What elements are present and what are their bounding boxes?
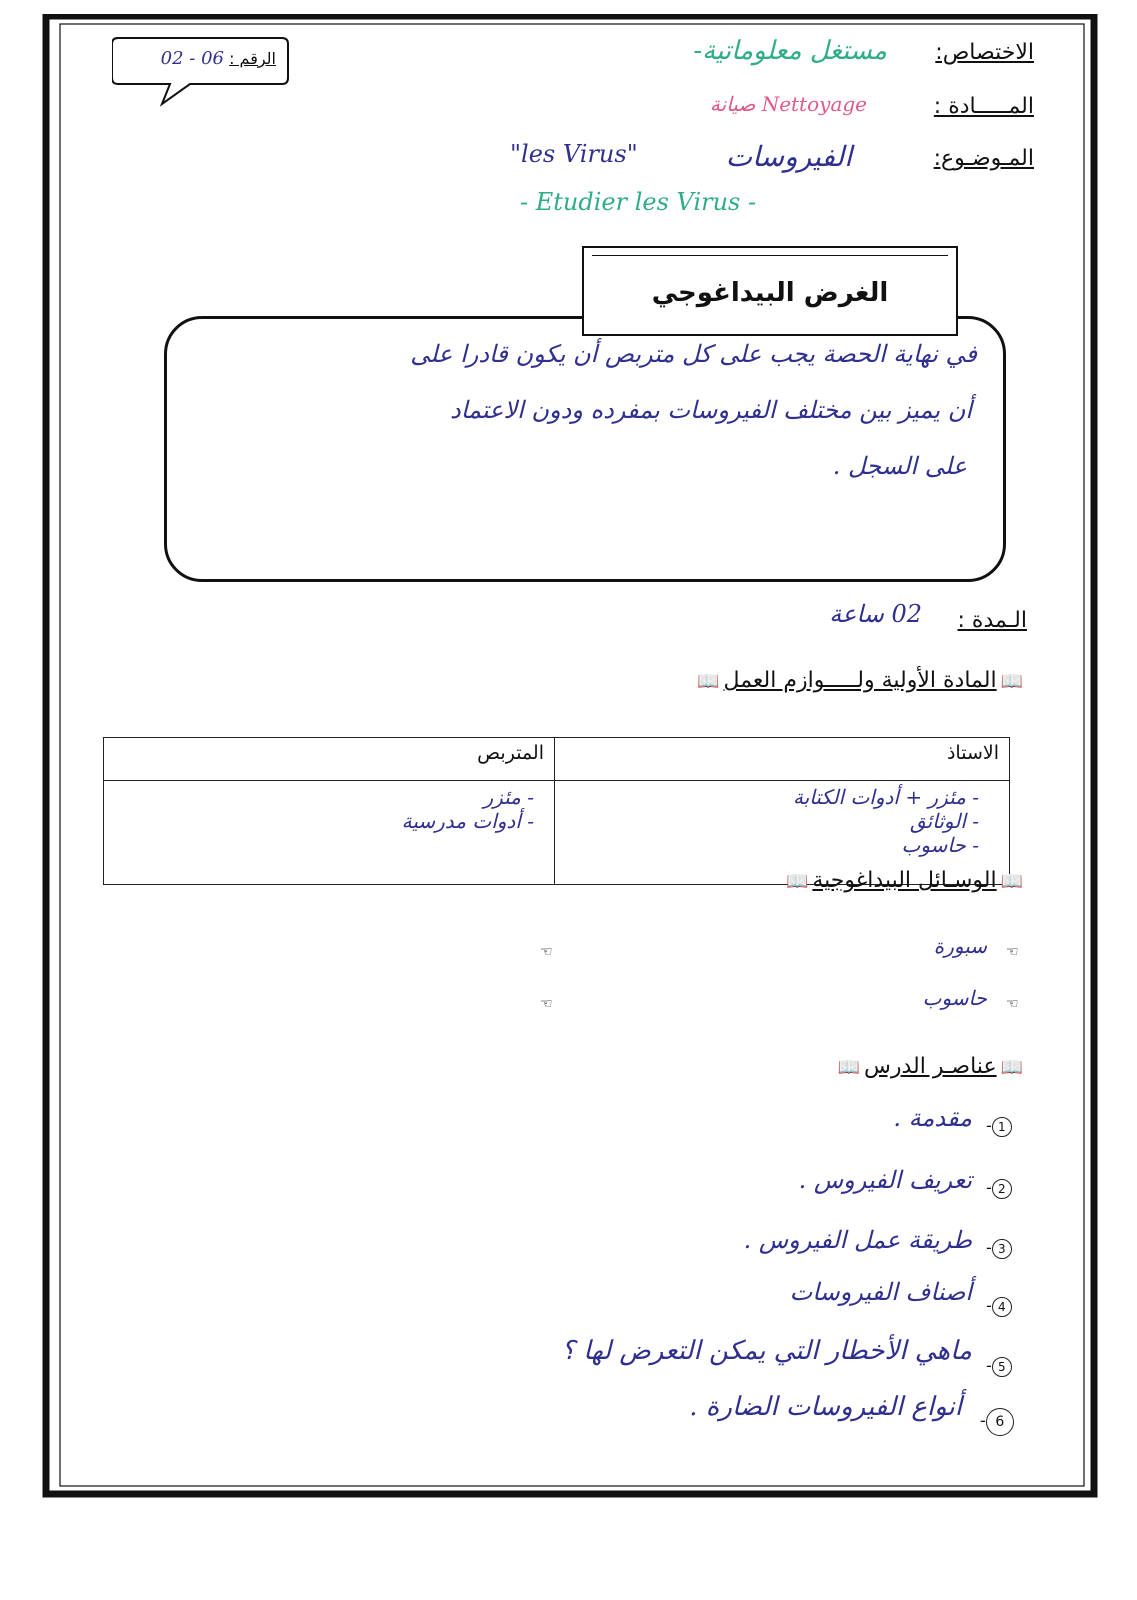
list-item: تعريف الفيروس . — [798, 1166, 972, 1194]
list-item: - مئزر — [483, 785, 534, 809]
topic-value-ar: الفيروسات — [725, 140, 852, 173]
aids-heading: 📖الوسـائل البيداغوجية📖 — [785, 868, 1023, 893]
topic-value-fr: "les Virus" — [510, 140, 638, 168]
number-field — [126, 48, 276, 69]
book-icon: 📖 — [837, 1057, 860, 1078]
element-number: - 3 — [986, 1238, 1012, 1259]
book-icon: 📖 — [785, 871, 809, 892]
list-item: ماهي الأخطار التي يمكن التعرض لها ؟ — [561, 1336, 972, 1366]
pointing-hand-icon: ☜ — [540, 944, 553, 960]
specialty-label: الاختصاص: — [935, 40, 1034, 65]
col-teacher-header: الاستاذ — [555, 738, 1010, 781]
number-label: الرقم : — [229, 49, 276, 68]
objective-title: الغرض البيداغوجي — [651, 278, 889, 308]
table-header-row — [104, 738, 1010, 781]
objective-line-1: في نهاية الحصة يجب على كل متربص أن يكون قادرا على — [410, 340, 977, 368]
duration-label: الـمدة : — [957, 608, 1027, 633]
materials-heading: 📖المادة الأولية ولـــــوازم العمل📖 — [697, 668, 1023, 693]
materials-table — [103, 737, 1010, 885]
trainee-items-cell — [104, 781, 555, 885]
topic-note: - Etudier les Virus - — [520, 188, 757, 216]
objective-line-2: أن يميز بين مختلف الفيروسات بمفرده ودون الاعتماد — [450, 396, 972, 424]
element-number: - 4 — [986, 1296, 1012, 1317]
number-value: 06 - 02 — [160, 48, 224, 69]
list-item: - مئزر + أدوات الكتابة — [792, 785, 979, 809]
pointing-hand-icon: ☜ — [540, 996, 553, 1012]
book-icon: 📖 — [697, 671, 720, 692]
pointing-hand-icon: ☜ — [1006, 944, 1019, 960]
element-number: - 1 — [986, 1116, 1012, 1137]
elements-heading: 📖عناصـر الدرس📖 — [837, 1054, 1023, 1079]
aid-item: سبورة — [933, 934, 987, 958]
subject-label: المـــــادة : — [933, 94, 1034, 119]
book-icon: 📖 — [1000, 1057, 1023, 1078]
element-number: - 6 — [980, 1408, 1014, 1436]
objective-line-3: على السجل . — [832, 452, 967, 480]
subject-value: Nettoyage صيانة — [709, 92, 867, 116]
list-item: مقدمة . — [893, 1104, 972, 1132]
pointing-hand-icon: ☜ — [1006, 996, 1019, 1012]
col-trainee-header: المتربص — [104, 738, 555, 781]
element-number: - 5 — [986, 1356, 1012, 1377]
list-item: أنواع الفيروسات الضارة . — [689, 1392, 962, 1422]
objective-title-box — [582, 246, 958, 336]
aid-item: حاسوب — [922, 986, 987, 1010]
book-icon: 📖 — [1000, 871, 1023, 892]
specialty-value: مستغل معلوماتية- — [693, 36, 887, 66]
element-number: - 2 — [986, 1178, 1012, 1199]
list-item: أصناف الفيروسات — [789, 1278, 972, 1306]
topic-label: المـوضـوع: — [933, 146, 1034, 171]
list-item: طريقة عمل الفيروس . — [743, 1226, 972, 1254]
list-item: - الوثائق — [909, 809, 979, 833]
list-item: - أدوات مدرسية — [401, 809, 534, 833]
list-item: - حاسوب — [901, 833, 979, 857]
book-icon: 📖 — [1000, 671, 1023, 692]
duration-value: 02 ساعة — [829, 600, 922, 628]
